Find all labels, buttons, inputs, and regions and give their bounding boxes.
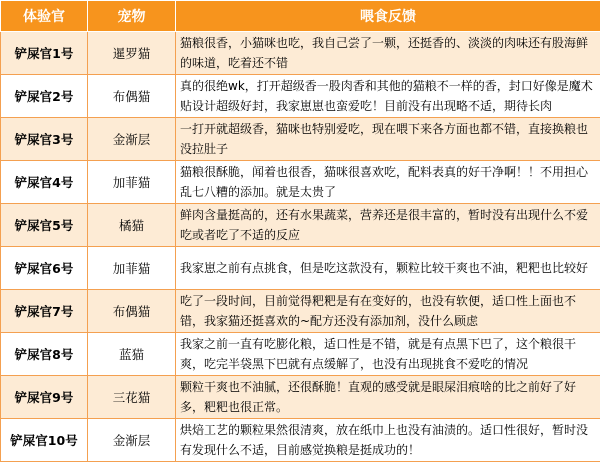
table-row (1, 75, 600, 118)
table-row (1, 333, 600, 376)
header-tester: 体验官 (1, 1, 88, 32)
tester-cell: 铲屎官10号 (1, 419, 88, 462)
pet-cell: 加菲猫 (88, 247, 176, 290)
tester-cell: 铲屎官9号 (1, 376, 88, 419)
table-header-row (1, 1, 600, 32)
tester-cell: 铲屎官2号 (1, 75, 88, 118)
feedback-cell: 猫粮很酥脆，闻着也很香，猫咪很喜欢吃，配料表真的好干净啊！！不用担心乱七八糟的添加。就是太贵了 (176, 161, 600, 204)
table-row (1, 118, 600, 161)
feedback-cell: 烘焙工艺的颗粒果然很清爽，放在纸巾上也没有油渍的。适口性很好，暂时没有发现什么不适，目前感觉换粮是挺成功的！ (176, 419, 600, 462)
table-row (1, 32, 600, 75)
table-row (1, 419, 600, 462)
pet-cell: 橘猫 (88, 204, 176, 247)
pet-cell: 三花猫 (88, 376, 176, 419)
table-row (1, 204, 600, 247)
tester-cell: 铲屎官7号 (1, 290, 88, 333)
tester-cell: 铲屎官8号 (1, 333, 88, 376)
feedback-cell: 真的很绝wk，打开超级香一股肉香和其他的猫粮不一样的香，封口好像是魔术贴设计超级好封，我家崽崽也蛮爱吃！目前没有出现略不适，期待长肉 (176, 75, 600, 118)
feedback-cell: 吃了一段时间，目前觉得粑粑是有在变好的，也没有软便，适口性上面也不错，我家猫还挺喜欢的~配方还没有添加剂，没什么顾虑 (176, 290, 600, 333)
tester-cell: 铲屎官3号 (1, 118, 88, 161)
feedback-cell: 我家之前一直有吃膨化粮，适口性是不错，就是有点黑下巴了，这个粮很干爽，吃完半袋黑下巴就有点缓解了，也没有出现挑食不爱吃的情况 (176, 333, 600, 376)
pet-cell: 金渐层 (88, 419, 176, 462)
header-feedback: 喂食反馈 (176, 1, 600, 32)
pet-cell: 布偶猫 (88, 75, 176, 118)
tester-cell: 铲屎官5号 (1, 204, 88, 247)
header-pet: 宠物 (88, 1, 176, 32)
feedback-cell: 鲜肉含量挺高的，还有水果蔬菜，营养还是很丰富的，暂时没有出现什么不爱吃或者吃了不适的反应 (176, 204, 600, 247)
feedback-cell: 我家崽之前有点挑食，但是吃这款没有，颗粒比较干爽也不油，粑粑也比较好 (176, 247, 600, 290)
table-row (1, 161, 600, 204)
tester-cell: 铲屎官4号 (1, 161, 88, 204)
pet-cell: 暹罗猫 (88, 32, 176, 75)
pet-cell: 加菲猫 (88, 161, 176, 204)
feedback-cell: 一打开就超级香，猫咪也特别爱吃，现在喂下来各方面也都不错，直接换粮也没拉肚子 (176, 118, 600, 161)
feedback-cell: 猫粮很香，小猫咪也吃，我自己尝了一颗，还挺香的、淡淡的肉味还有股海鲜的味道，吃着还不错 (176, 32, 600, 75)
table-row (1, 247, 600, 290)
table-row (1, 376, 600, 419)
tester-cell: 铲屎官1号 (1, 32, 88, 75)
pet-cell: 金渐层 (88, 118, 176, 161)
table-row (1, 290, 600, 333)
tester-cell: 铲屎官6号 (1, 247, 88, 290)
pet-cell: 布偶猫 (88, 290, 176, 333)
pet-cell: 蓝猫 (88, 333, 176, 376)
feedback-cell: 颗粒干爽也不油腻，还很酥脆！直观的感受就是眼屎泪痕啥的比之前好了好多，粑粑也很正常。 (176, 376, 600, 419)
